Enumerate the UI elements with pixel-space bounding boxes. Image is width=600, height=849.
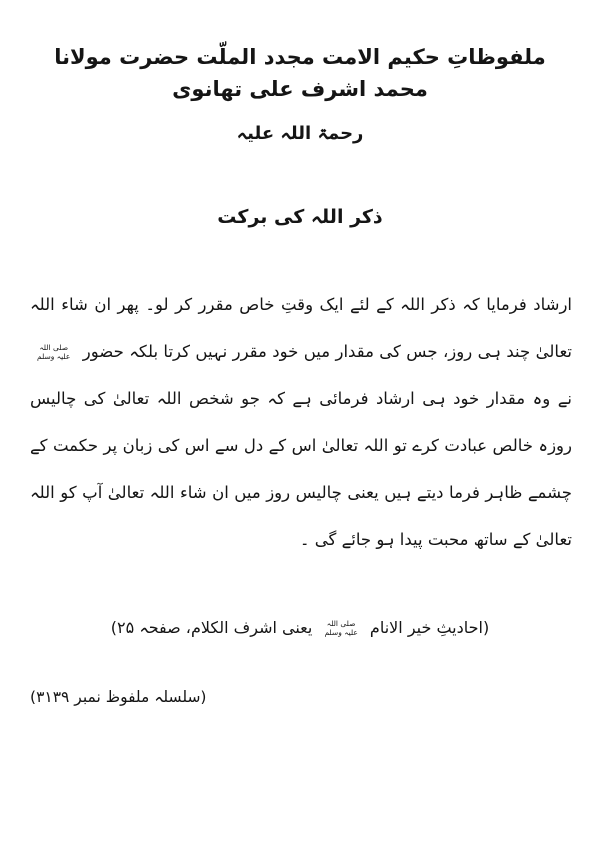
paragraph-text-after-saw: نے وہ مقدار خود ہی ارشاد فرمائی ہے کہ جو شخص اللہ تعالیٰ کی چالیس روزہ خالص عبادت کرے تو اللہ تعالیٰ اس کے دل سے اس کی زبان پر حکمت کے چشمے ظاہر فرما دیتے ہیں یعنی چالیس روز میں ان شاء اللہ تعالیٰ آپ کو اللہ تعالیٰ کے ساتھ محبت پیدا ہو جائے گی ۔ bbox=[30, 388, 572, 549]
document-subtitle: رحمۃ اللہ علیہ bbox=[236, 123, 364, 144]
saw-ligature-icon bbox=[324, 619, 357, 638]
saw-ligature-bottom: علیہ وسلم bbox=[324, 628, 358, 638]
citation-text-before-saw: (احادیثِ خیر الانام bbox=[369, 617, 490, 637]
saw-ligature-top: صلی اللہ bbox=[39, 342, 69, 352]
citation-text-after-saw: یعنی اشرف الکلام، صفحہ ۲۵) bbox=[110, 617, 313, 637]
saw-ligature-icon bbox=[37, 343, 70, 362]
saw-ligature-top: صلی اللہ bbox=[326, 618, 356, 628]
section-heading: ذکر اللہ کی برکت bbox=[217, 206, 383, 229]
series-number-note: (سلسلہ ملفوظ نمبر ۳۱۳۹) bbox=[30, 688, 207, 707]
document-title: ملفوظاتِ حکیم الامت مجدد الملّت حضرت مولانا محمد اشرف علی تھانوی bbox=[54, 45, 546, 101]
saw-ligature-bottom: علیہ وسلم bbox=[37, 352, 71, 362]
citation-line bbox=[0, 615, 600, 641]
paragraph-text-before-saw: ارشاد فرمایا کہ ذکر اللہ کے لئے ایک وقتِ خاص مقرر کر لو۔ پھر ان شاء اللہ تعالیٰ چند ہی روز، جس کی مقدار میں خود مقرر نہیں کرتا بلکہ حضور bbox=[30, 294, 572, 361]
body-paragraph bbox=[30, 281, 572, 563]
